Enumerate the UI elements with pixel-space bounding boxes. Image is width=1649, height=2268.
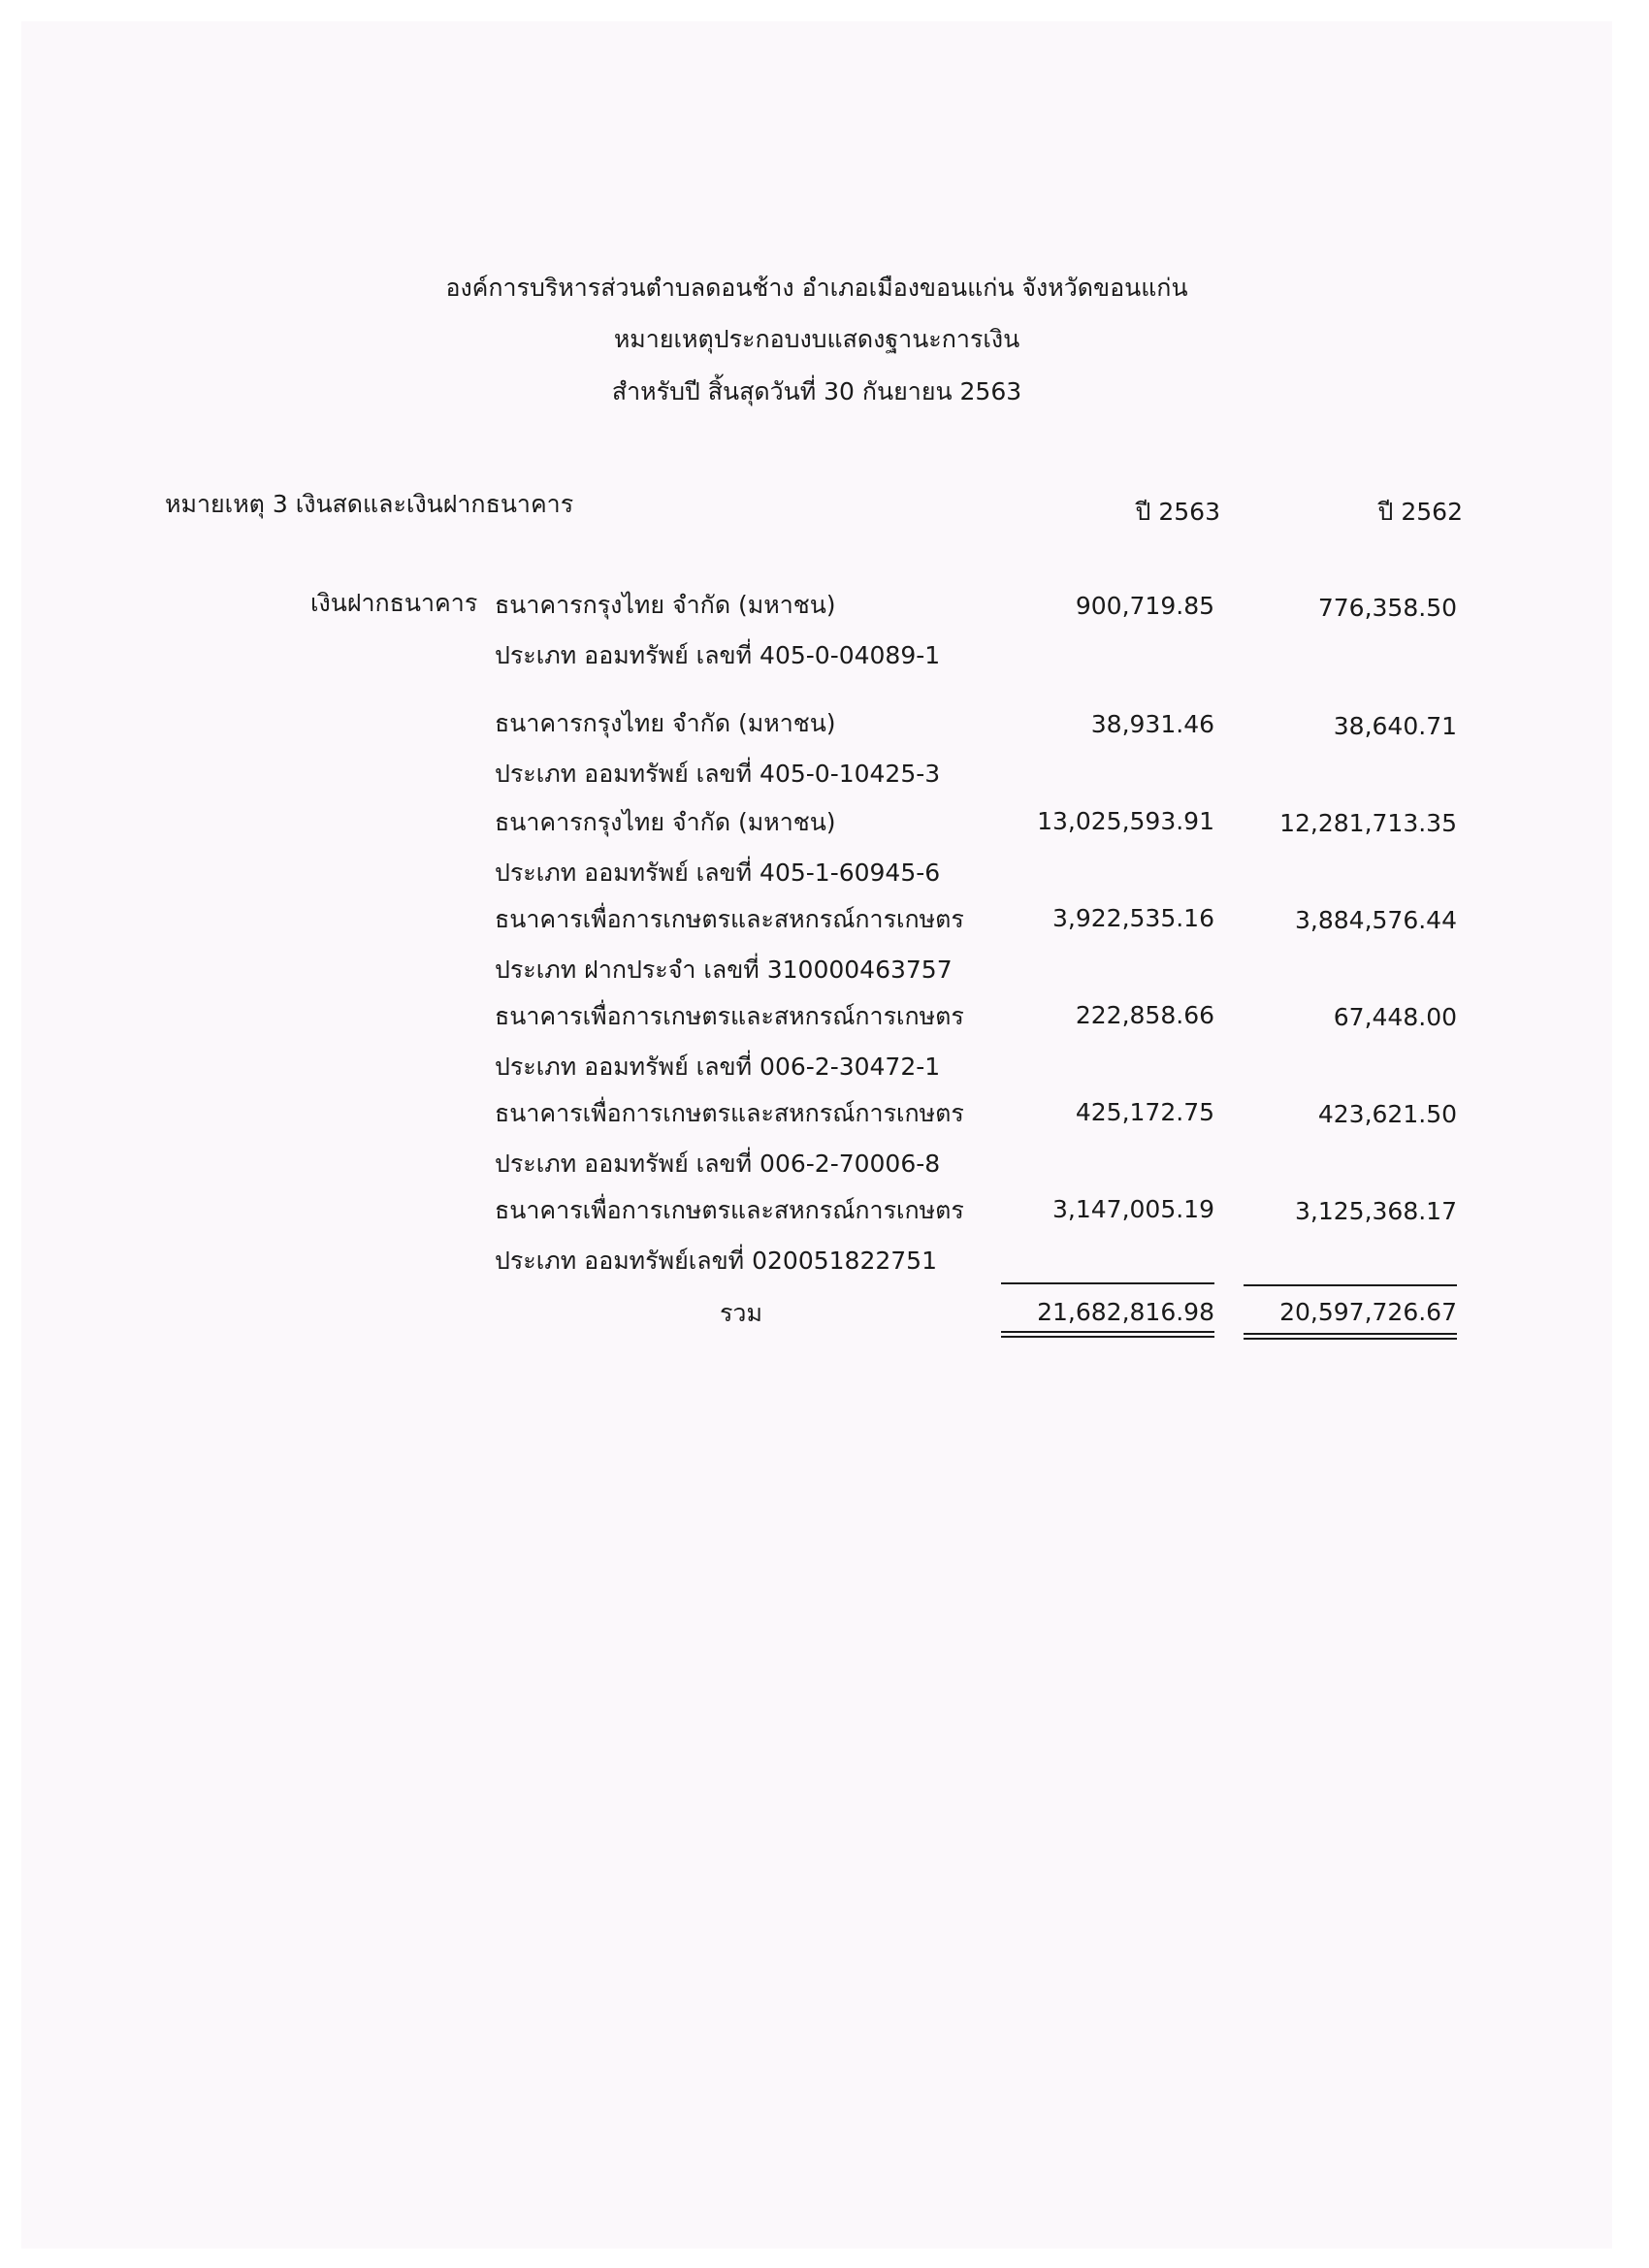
bank-name: ธนาคารเพื่อการเกษตรและสหกรณ์การเกษตร (495, 1196, 964, 1224)
bank-name: ธนาคารกรุงไทย จำกัด (มหาชน) (495, 808, 836, 836)
total-double-rule (1244, 1333, 1457, 1340)
amount-2563: 425,172.75 (1075, 1098, 1214, 1126)
amount-2562: 12,281,713.35 (1279, 809, 1457, 837)
total-double-rule (1001, 1331, 1214, 1338)
bank-name: ธนาคารเพื่อการเกษตรและสหกรณ์การเกษตร (495, 1099, 964, 1127)
amount-2562: 423,621.50 (1317, 1100, 1457, 1128)
amount-2563: 13,025,593.91 (1037, 807, 1214, 835)
total-2563: 21,682,816.98 (1037, 1298, 1214, 1326)
amount-2562: 38,640.71 (1333, 712, 1457, 740)
org-title: องค์การบริหารส่วนตำบลดอนช้าง อำเภอเมืองขอนแก่น จังหวัดขอนแก่น (445, 274, 1188, 302)
bank-name: ธนาคารกรุงไทย จำกัด (มหาชน) (495, 591, 836, 619)
account-detail: ประเภท ออมทรัพย์เลขที่ 020051822751 (495, 1247, 937, 1275)
section-label: เงินฝากธนาคาร (310, 589, 478, 617)
account-detail: ประเภท ออมทรัพย์ เลขที่ 006-2-70006-8 (495, 1150, 941, 1178)
amount-2562: 3,884,576.44 (1295, 906, 1457, 934)
account-detail: ประเภท ฝากประจำ เลขที่ 310000463757 (495, 956, 953, 984)
account-detail: ประเภท ออมทรัพย์ เลขที่ 006-2-30472-1 (495, 1053, 941, 1081)
amount-2563: 38,931.46 (1090, 710, 1214, 738)
subtotal-rule (1001, 1282, 1214, 1284)
amount-2563: 222,858.66 (1075, 1001, 1214, 1029)
report-title: หมายเหตุประกอบงบแสดงฐานะการเงิน (613, 325, 1020, 353)
note-heading: หมายเหตุ 3 เงินสดและเงินฝากธนาคาร (165, 490, 574, 518)
total-label: รวม (720, 1299, 762, 1327)
year-prior-header: ปี 2562 (1377, 498, 1463, 526)
year-current-header: ปี 2563 (1135, 498, 1220, 526)
subtotal-rule (1244, 1284, 1457, 1286)
bank-name: ธนาคารเพื่อการเกษตรและสหกรณ์การเกษตร (495, 1002, 964, 1030)
bank-name: ธนาคารกรุงไทย จำกัด (มหาชน) (495, 709, 836, 737)
account-detail: ประเภท ออมทรัพย์ เลขที่ 405-1-60945-6 (495, 859, 941, 887)
amount-2563: 900,719.85 (1075, 592, 1214, 620)
amount-2562: 776,358.50 (1317, 594, 1457, 622)
total-2562: 20,597,726.67 (1279, 1298, 1457, 1326)
period-title: สำหรับปี สิ้นสุดวันที่ 30 กันยายน 2563 (611, 377, 1022, 405)
account-detail: ประเภท ออมทรัพย์ เลขที่ 405-0-10425-3 (495, 760, 941, 788)
account-detail: ประเภท ออมทรัพย์ เลขที่ 405-0-04089-1 (495, 641, 941, 669)
amount-2563: 3,922,535.16 (1052, 904, 1214, 932)
bank-name: ธนาคารเพื่อการเกษตรและสหกรณ์การเกษตร (495, 905, 964, 933)
document-page (21, 21, 1612, 2249)
amount-2562: 3,125,368.17 (1295, 1197, 1457, 1225)
amount-2563: 3,147,005.19 (1052, 1195, 1214, 1223)
amount-2562: 67,448.00 (1333, 1003, 1457, 1031)
